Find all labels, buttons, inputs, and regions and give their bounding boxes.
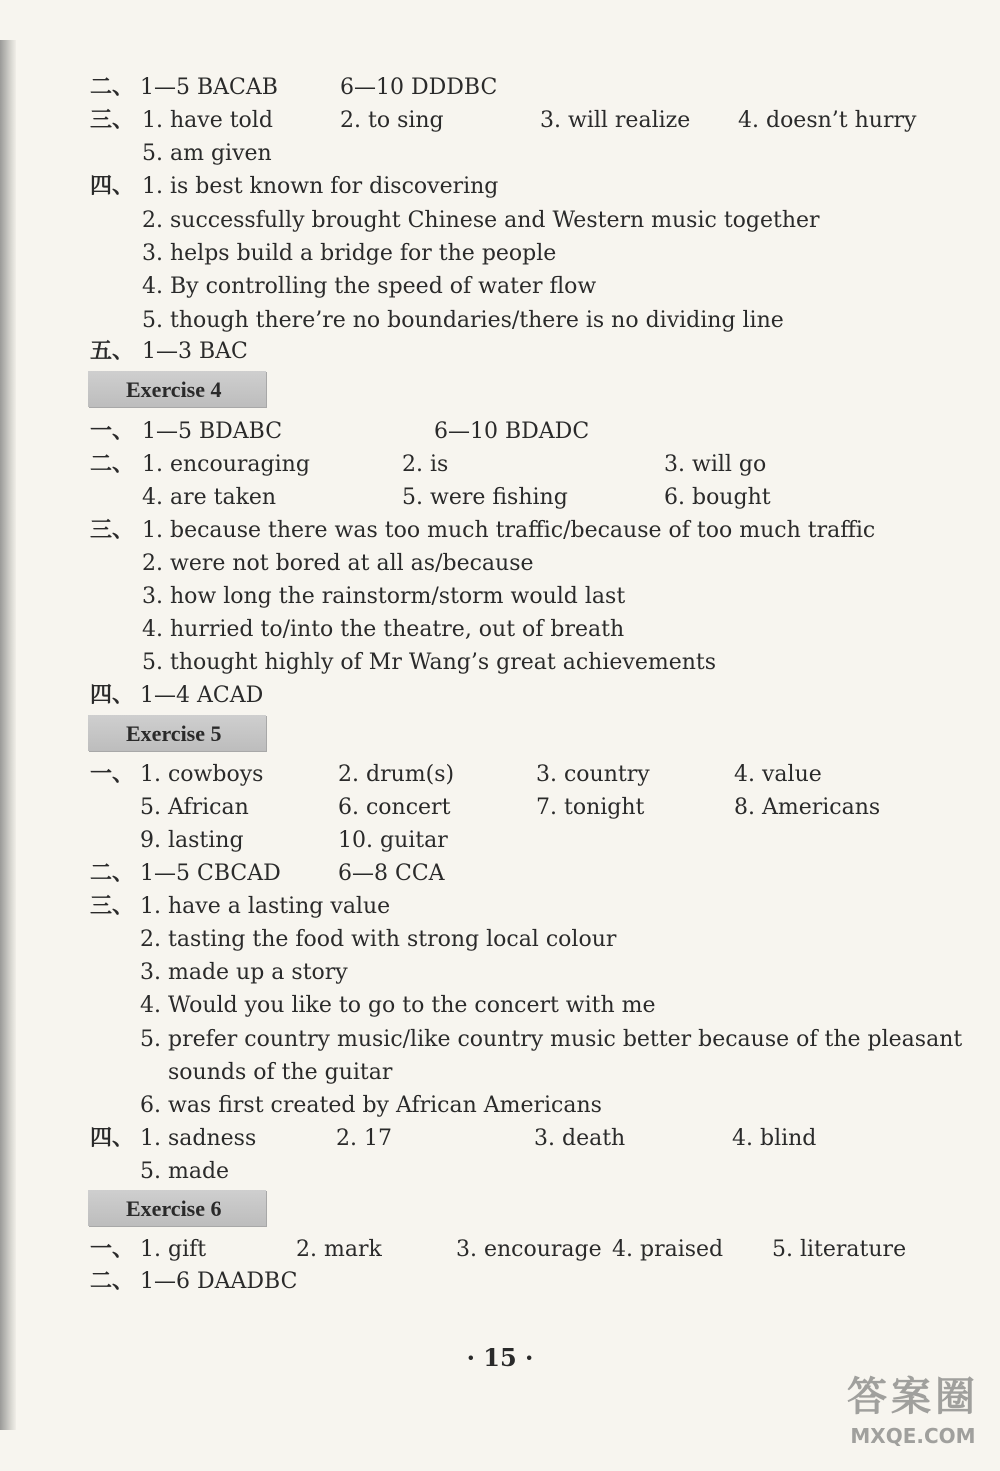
ex3-section-4 <box>0 170 1000 203</box>
ex5-section-1-cont <box>0 791 1000 824</box>
answer: 4. Would you like to go to the concert with me <box>140 993 656 1018</box>
answer: 2. drum(s) <box>338 762 455 787</box>
answer: 5. prefer country music/like country music better because of the pleasant <box>140 1027 963 1052</box>
answer: 2. tasting the food with strong local colour <box>140 927 617 952</box>
answer: 1. because there was too much traffic/because of too much traffic <box>142 518 876 543</box>
ex3-section-2 <box>0 71 1000 104</box>
answer: 5. were fishing <box>402 485 568 510</box>
answer: 2. to sing <box>340 108 444 133</box>
answer: 3. death <box>534 1126 626 1151</box>
answer: 5. am given <box>142 141 272 166</box>
answer: 8. Americans <box>734 795 881 820</box>
page-number: · 15 · <box>466 1343 534 1372</box>
answer: 3. will go <box>664 452 767 477</box>
answer: sounds of the guitar <box>168 1060 393 1085</box>
ex5-section-2 <box>0 857 1000 890</box>
ex5-section-3 <box>0 890 1000 923</box>
ex3-section-5 <box>0 335 1000 368</box>
answer: 6—10 DDDBC <box>340 75 498 100</box>
ex4-section-4 <box>0 679 1000 712</box>
section-label: 四、 <box>90 173 135 199</box>
answer: 4. By controlling the speed of water flow <box>142 274 597 299</box>
answer: 1. cowboys <box>140 762 264 787</box>
watermark-text: MXQE.COM <box>850 1424 976 1448</box>
section-label: 一、 <box>90 761 135 787</box>
answer: 6. bought <box>664 485 771 510</box>
ex5-section-4-cont <box>0 1155 1000 1188</box>
ex4-section-1 <box>0 415 1000 448</box>
ex5-section-1 <box>0 758 1000 791</box>
answer: 3. will realize <box>540 108 691 133</box>
exercise-heading <box>88 715 266 751</box>
answer: 7. tonight <box>536 795 645 820</box>
ex6-section-2 <box>0 1265 1000 1298</box>
answer: 1—5 BDABC <box>142 419 283 444</box>
answer: 1—5 CBCAD <box>140 861 281 886</box>
exercise-heading <box>88 371 266 407</box>
answer: 5. made <box>140 1159 230 1184</box>
answer: 5. literature <box>772 1237 907 1262</box>
ex4-section-2 <box>0 448 1000 481</box>
answer: 1—4 ACAD <box>140 683 264 708</box>
section-label: 三、 <box>90 893 135 919</box>
answer: 9. lasting <box>140 828 244 853</box>
answer: 6—8 CCA <box>338 861 445 886</box>
answer: 2. is <box>402 452 449 477</box>
ex6-section-1 <box>0 1233 1000 1266</box>
ex3-section-3 <box>0 104 1000 137</box>
answer: 1—3 BAC <box>142 339 248 364</box>
answer: 1. encouraging <box>142 452 310 477</box>
answer: 1. have a lasting value <box>140 894 391 919</box>
answer-seal-logo-icon: 答案圈 <box>847 1374 979 1420</box>
answer: 4. doesn’t hurry <box>738 108 917 133</box>
ex4-section-3 <box>0 514 1000 547</box>
answer: 6. was first created by African Americans <box>140 1093 602 1118</box>
exercise-title: Exercise 5 <box>126 721 222 746</box>
section-label: 一、 <box>90 418 135 444</box>
answer: 2. mark <box>296 1237 382 1262</box>
answer: 2. successfully brought Chinese and Western music together <box>142 208 820 233</box>
answer: 1—5 BACAB <box>140 75 278 100</box>
ex3-section-3-cont <box>0 137 1000 170</box>
answer: 4. praised <box>612 1237 724 1262</box>
answer: 5. thought highly of Mr Wang’s great achievements <box>142 650 717 675</box>
answer: 2. 17 <box>336 1126 392 1151</box>
section-label: 三、 <box>90 107 135 133</box>
section-label: 一、 <box>90 1236 135 1262</box>
ex5-section-1-cont <box>0 824 1000 857</box>
exercise-title: Exercise 4 <box>126 377 222 402</box>
answer: 3. made up a story <box>140 960 348 985</box>
watermark <box>838 1371 988 1463</box>
answer: 5. though there’re no boundaries/there is no dividing line <box>142 308 784 333</box>
section-label: 五、 <box>90 338 135 364</box>
answer: 6. concert <box>338 795 451 820</box>
section-label: 二、 <box>90 74 135 100</box>
section-label: 二、 <box>90 1268 135 1294</box>
section-label: 四、 <box>90 1125 135 1151</box>
answer: 3. country <box>536 762 650 787</box>
section-label: 三、 <box>90 517 135 543</box>
exercise-heading <box>88 1190 266 1226</box>
answer: 1. have told <box>142 108 273 133</box>
answer: 1. sadness <box>140 1126 257 1151</box>
ex5-section-4 <box>0 1122 1000 1155</box>
answer: 3. how long the rainstorm/storm would last <box>142 584 626 609</box>
answer: 3. helps build a bridge for the people <box>142 241 557 266</box>
ex4-section-2-cont <box>0 481 1000 514</box>
answer: 1—6 DAADBC <box>140 1269 298 1294</box>
answer: 1. is best known for discovering <box>142 174 499 199</box>
answer: 6—10 BDADC <box>434 419 590 444</box>
section-label: 二、 <box>90 860 135 886</box>
exercise-title: Exercise 6 <box>126 1196 222 1221</box>
answer: 3. encourage <box>456 1237 602 1262</box>
answer: 10. guitar <box>338 828 448 853</box>
answer: 4. blind <box>732 1126 817 1151</box>
answer: 4. hurried to/into the theatre, out of breath <box>142 617 625 642</box>
section-label: 四、 <box>90 682 135 708</box>
answer: 5. African <box>140 795 249 820</box>
answer: 2. were not bored at all as/because <box>142 551 534 576</box>
answer: 1. gift <box>140 1237 207 1262</box>
answer: 4. are taken <box>142 485 277 510</box>
section-label: 二、 <box>90 451 135 477</box>
answer: 4. value <box>734 762 822 787</box>
